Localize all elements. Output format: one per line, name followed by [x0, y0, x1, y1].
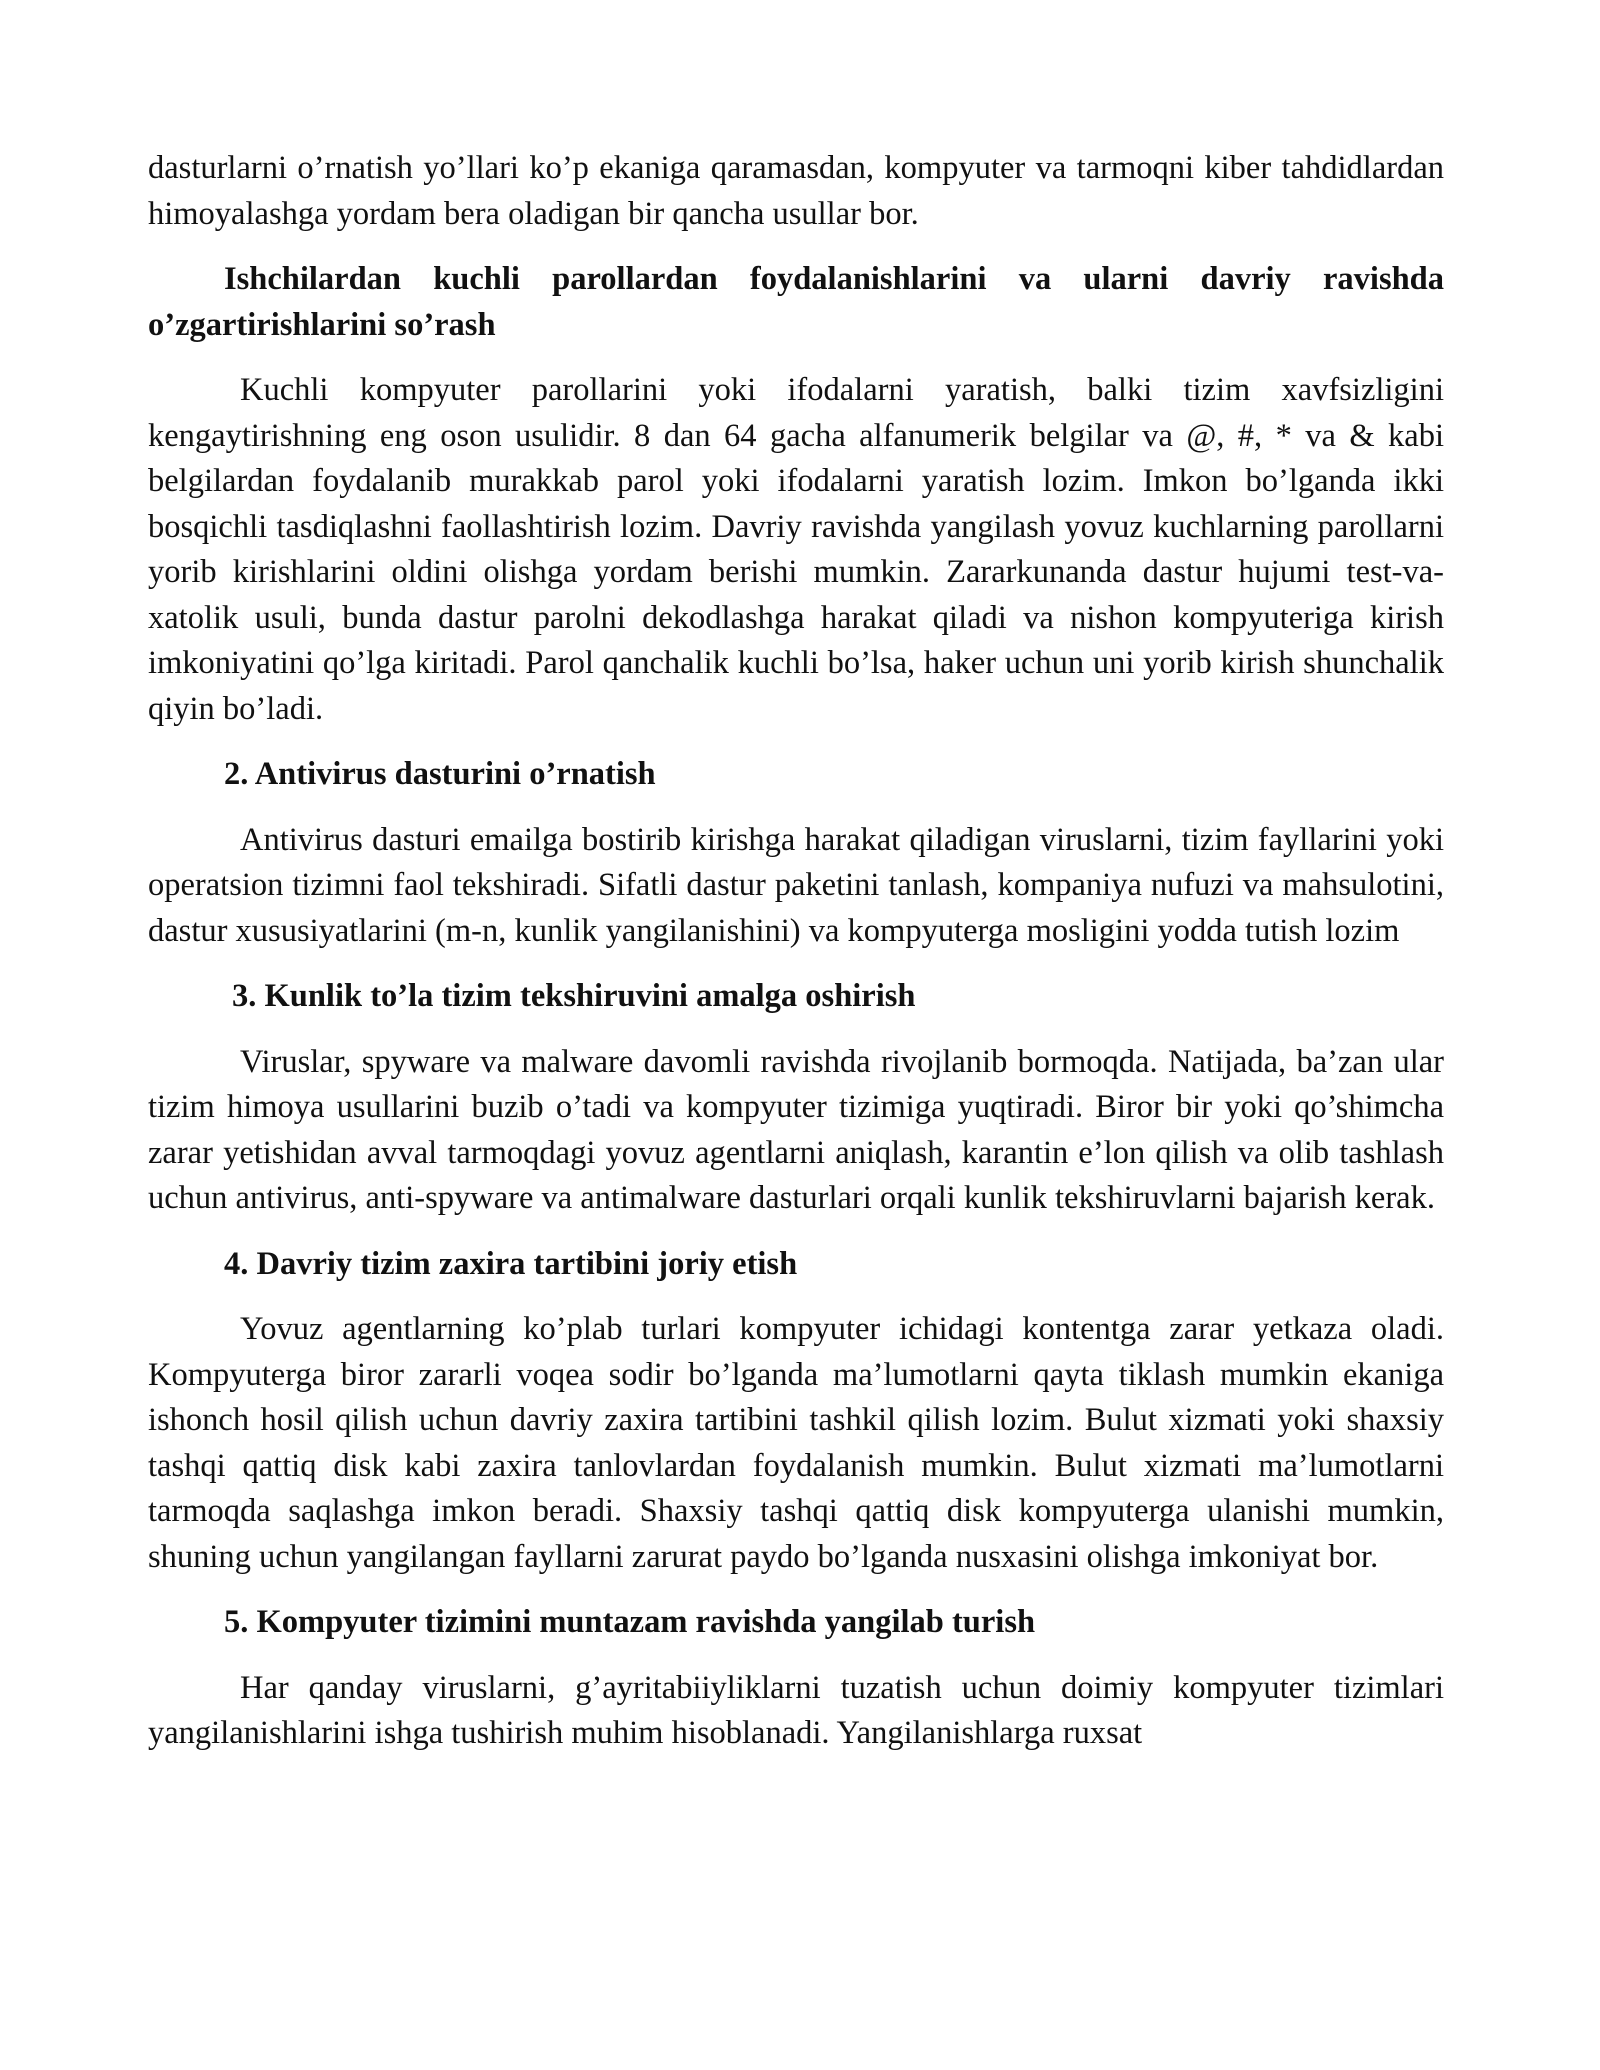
paragraph-intro-continuation: dasturlarni o’rnatish yo’llari ko’p ekaniga qaramasdan, kompyuter va tarmoqni kiber tahdidlardan himoyalashga yordam bera oladigan bir qancha usullar bor. — [148, 150, 1444, 232]
heading-antivirus: 2. Antivirus dasturini o’rnatish — [224, 756, 656, 792]
heading-daily-scan: 3. Kunlik to’la tizim tekshiruvini amalga oshirish — [232, 978, 916, 1014]
heading-backup: 4. Davriy tizim zaxira tartibini joriy etish — [224, 1245, 798, 1282]
paragraph-antivirus: Antivirus dasturi emailga bostirib kirishga harakat qiladigan viruslarni, tizim fayllarini yoki operatsion tizimni faol tekshiradi. Sifatli dastur paketini tanlash, kompaniya nufuzi va mahsulotini, dastur xususiyatlarini (m-n, kunlik yangilanishini) va kompyuterga mosligini yodda tutish lozim — [148, 821, 1444, 949]
paragraph-system-updates: Har qanday viruslarni, g’ayritabiiyliklarni tuzatish uchun doimiy kompyuter tizimlari yangilanishlarini ishga tushirish muhim hisoblanadi. Yangilanishlarga ruxsat — [148, 1669, 1444, 1751]
paragraph-strong-passwords: Kuchli kompyuter parollarini yoki ifodalarni yaratish, balki tizim xavfsizligini kengaytirishning eng oson usulidir. 8 dan 64 gacha alfanumerik belgilar va @, #, * va & kabi belgilardan foydalanib murakkab parol yoki ifodalarni yaratish lozim. Imkon bo’lganda ikki bosqichli tasdiqlashni faollashtirish lozim. Davriy ravishda yangilash yovuz kuchlarning parollarni yorib kirishlarini oldini olishga yordam berishi mumkin. Zararkunanda dastur hujumi test-va-xatolik usuli, bunda dastur parolni dekodlashga harakat qiladi va nishon kompyuteriga kirish imkoniyatini qo’lga kiritadi. Parol qanchalik kuchli bo’lsa, haker uchun uni yorib kirish shunchalik qiyin bo’ladi. — [148, 372, 1444, 727]
paragraph-daily-scan: Viruslar, spyware va malware davomli ravishda rivojlanib bormoqda. Natijada, ba’zan ular tizim himoya usullarini buzib o’tadi va kompyuter tizimiga yuqtiradi. Biror bir yoki qo’shimcha zarar yetishidan avval tarmoqdagi yovuz agentlarni aniqlash, karantin e’lon qilish va olib tashlash uchun antivirus, anti-spyware va antimalware dasturlari orqali kunlik tekshiruvlarni bajarish kerak. — [148, 1043, 1444, 1216]
heading-strong-passwords: Ishchilardan kuchli parollardan foydalanishlarini va ularni davriy ravishda o’zgartirishlarini so’rash — [148, 261, 1444, 343]
heading-system-updates: 5. Kompyuter tizimini muntazam ravishda yangilab turish — [224, 1604, 1036, 1640]
document-page — [148, 146, 1444, 1777]
paragraph-backup: Yovuz agentlarning ko’plab turlari kompyuter ichidagi kontentga zarar yetkaza oladi. Kompyuterga biror zararli voqea sodir bo’lganda ma’lumotlarni qayta tiklash mumkin ekaniga ishonch hosil qilish uchun davriy zaxira tartibini tashkil qilish lozim. Bulut xizmati yoki shaxsiy tashqi qattiq disk kabi zaxira tanlovlardan foydalanish mumkin. Bulut xizmati ma’lumotlarni tarmoqda saqlashga imkon beradi. Shaxsiy tashqi qattiq disk kompyuterga ulanishi mumkin, shuning uchun yangilangan fayllarni zarurat paydo bo’lganda nusxasini olishga imkoniyat bor. — [148, 1311, 1444, 1575]
